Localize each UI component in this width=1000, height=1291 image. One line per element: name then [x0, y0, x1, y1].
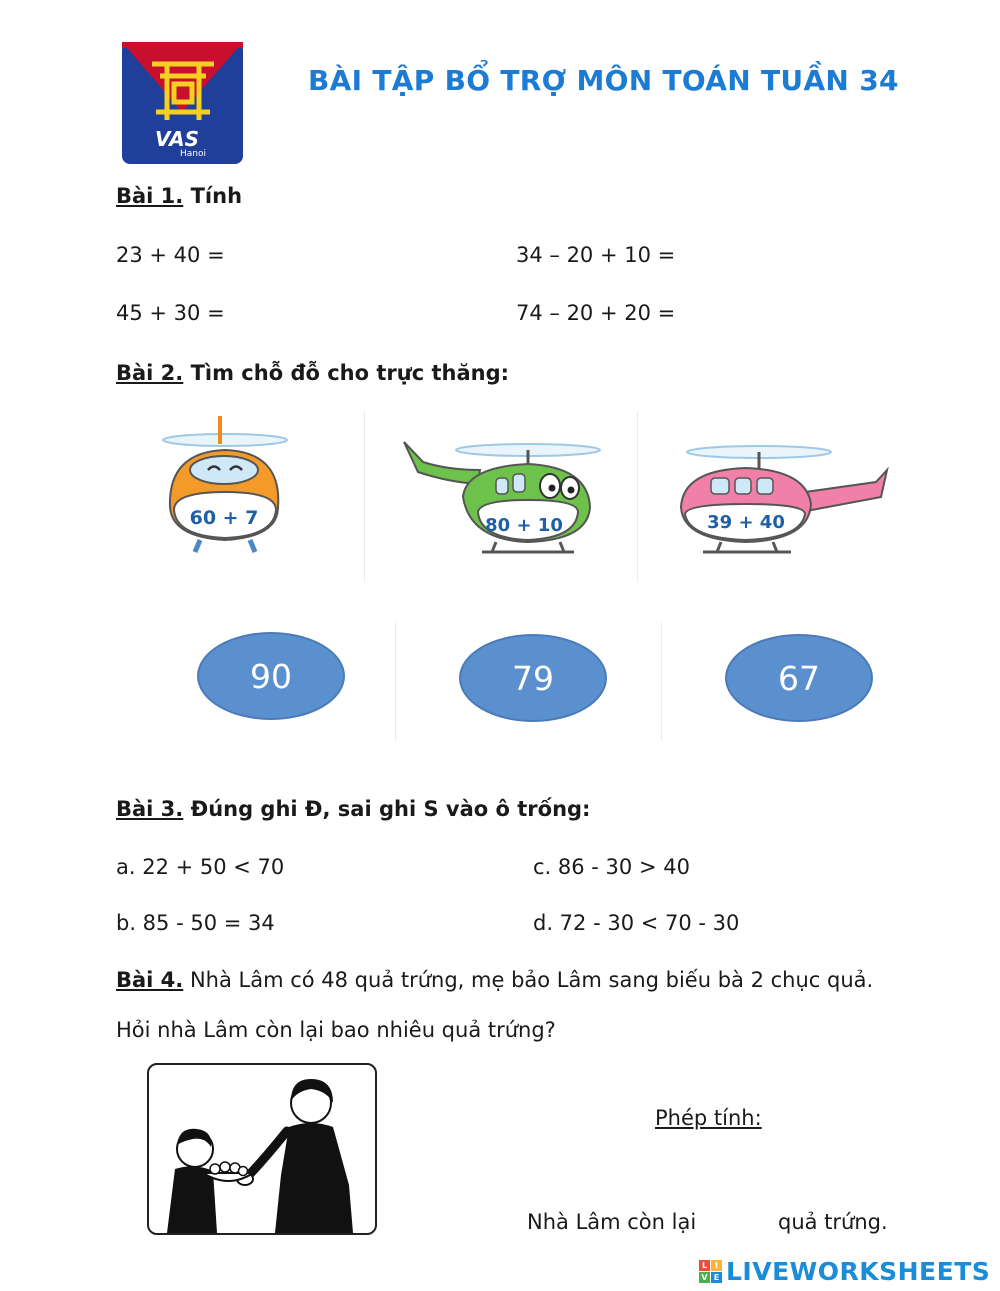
bai3-item-b: b. 85 - 50 = 34 — [116, 911, 275, 935]
helicopter-orange-icon[interactable] — [150, 412, 365, 582]
svg-text:Hanoi: Hanoi — [180, 149, 206, 159]
bai4-text-1: Nhà Lâm có 48 quả trứng, mẹ bảo Lâm sang biếu bà 2 chục quả. — [183, 968, 874, 992]
badge-letter-3: V — [699, 1272, 710, 1283]
badge-letter-4: E — [711, 1272, 722, 1283]
helicopter-3-label: 39 + 40 — [707, 512, 785, 533]
bai2-title: Tìm chỗ đỗ cho trực thăng: — [183, 361, 509, 385]
helicopter-panel-1 — [150, 412, 365, 582]
bai1-heading — [116, 184, 242, 208]
bai3-item-c: c. 86 - 30 > 40 — [533, 855, 690, 879]
vas-logo — [122, 42, 243, 164]
bai4-line-2: Hỏi nhà Lâm còn lại bao nhiêu quả trứng? — [116, 1018, 556, 1042]
bai3-title: Đúng ghi Đ, sai ghi S vào ô trống: — [183, 797, 591, 821]
bai1-title: Tính — [183, 184, 243, 208]
bai3-label: Bài 3. — [116, 797, 184, 821]
bai1-item-3: 45 + 30 = — [116, 301, 225, 325]
svg-text:VAS: VAS — [155, 127, 200, 151]
landing-pad-2[interactable]: 79 — [459, 634, 607, 722]
badge-letter-1: L — [699, 1260, 710, 1271]
bai1-item-4: 74 – 20 + 20 = — [516, 301, 676, 325]
bai2-heading — [116, 361, 509, 385]
bai2-label: Bài 2. — [116, 361, 184, 385]
bai3-heading — [116, 797, 590, 821]
liveworksheets-brand[interactable] — [699, 1257, 990, 1286]
bai4-line-1 — [116, 968, 873, 992]
page-title: BÀI TẬP BỔ TRỢ MÔN TOÁN TUẦN 34 — [308, 64, 899, 97]
helicopter-pink-icon[interactable] — [641, 412, 891, 582]
bai1-item-2: 34 – 20 + 10 = — [516, 243, 676, 267]
phep-tinh-label: Phép tính: — [655, 1106, 762, 1130]
badge-letter-2: I — [711, 1260, 722, 1271]
helicopter-panel-3 — [641, 412, 891, 582]
helicopter-2-label: 80 + 10 — [485, 515, 563, 536]
bai3-item-a: a. 22 + 50 < 70 — [116, 855, 285, 879]
bai3-item-d: d. 72 - 30 < 70 - 30 — [533, 911, 740, 935]
answer-right-text: quả trứng. — [778, 1210, 888, 1234]
answer-left-text: Nhà Lâm còn lại — [527, 1210, 697, 1234]
bai1-item-1: 23 + 40 = — [116, 243, 225, 267]
landing-pad-1[interactable]: 90 — [197, 632, 345, 720]
bai1-label: Bài 1. — [116, 184, 184, 208]
helicopter-green-icon[interactable] — [368, 412, 638, 582]
mother-child-illustration — [147, 1063, 377, 1235]
bai4-label: Bài 4. — [116, 968, 184, 992]
liveworksheets-badge-icon — [699, 1260, 722, 1283]
landing-pad-3[interactable]: 67 — [725, 634, 873, 722]
helicopter-1-label: 60 + 7 — [189, 507, 259, 529]
liveworksheets-text: LIVEWORKSHEETS — [726, 1257, 991, 1286]
helicopter-panel-2 — [368, 412, 638, 582]
